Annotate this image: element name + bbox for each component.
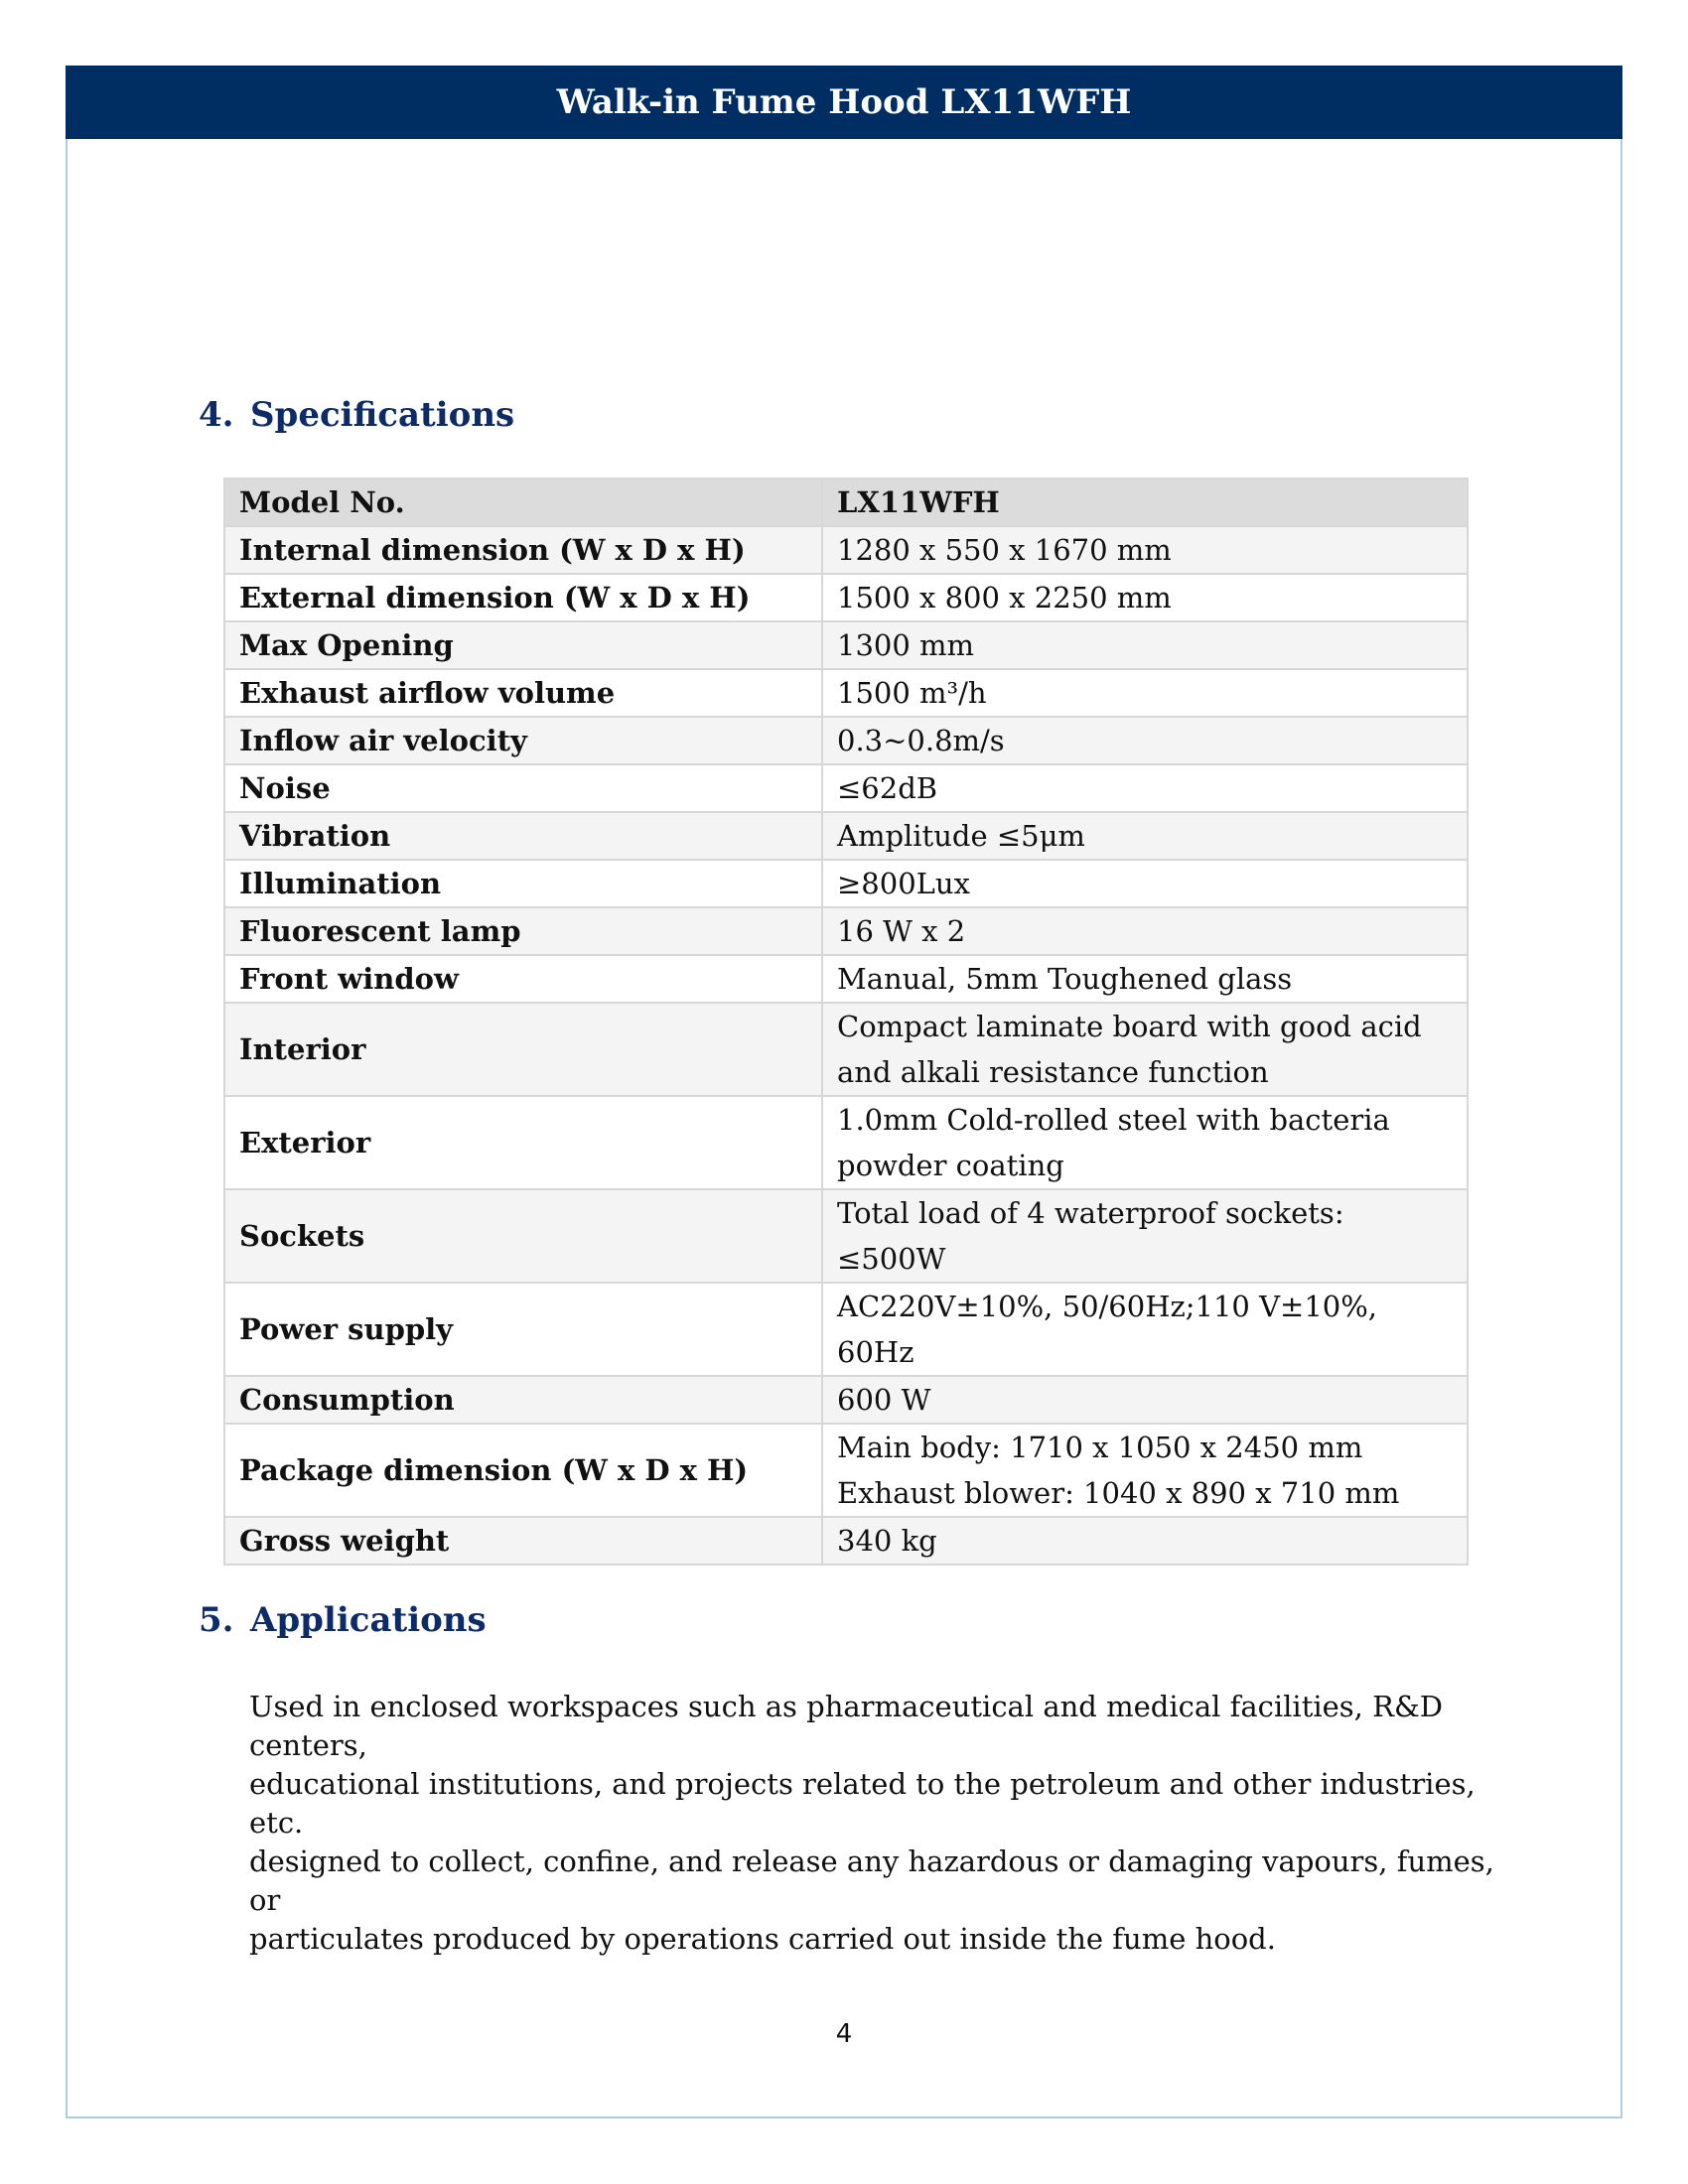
spec-value-cell — [822, 860, 1468, 907]
table-row — [224, 1517, 1468, 1565]
table-row — [224, 764, 1468, 812]
spec-label-cell: Package dimension (W x D x H) — [224, 1424, 822, 1517]
spec-value-cell — [822, 1003, 1468, 1096]
page-header-banner — [66, 66, 1622, 139]
spec-label-cell: Sockets — [224, 1189, 822, 1283]
page-number: 4 — [835, 2019, 853, 2049]
table-row — [224, 1283, 1468, 1376]
paragraph-line: designed to collect, confine, and release any hazardous or damaging vapours, fumes, or — [249, 1844, 1494, 1917]
spec-label-cell: Illumination — [224, 860, 822, 907]
spec-value-cell — [822, 669, 1468, 717]
spec-label-cell: Fluorescent lamp — [224, 907, 822, 955]
spec-value-line: 1.0mm Cold-rolled steel with bacteria — [837, 1103, 1390, 1137]
spec-value-line: Main body: 1710 x 1050 x 2450 mm — [837, 1431, 1363, 1464]
spec-value-line: Amplitude ≤5μm — [837, 819, 1085, 853]
table-row — [224, 1189, 1468, 1283]
table-row — [224, 621, 1468, 669]
spec-label-cell: External dimension (W x D x H) — [224, 574, 822, 621]
spec-label-cell: Gross weight — [224, 1517, 822, 1565]
document-title: Walk-in Fume Hood LX11WFH — [556, 82, 1132, 122]
spec-value-line: 1500 x 800 x 2250 mm — [837, 581, 1172, 614]
specifications-heading — [199, 395, 514, 435]
spec-value-line: Exhaust blower: 1040 x 890 x 710 mm — [837, 1476, 1400, 1510]
specifications-table — [223, 478, 1469, 1566]
section-title: Specifications — [250, 395, 515, 435]
paragraph-line: particulates produced by operations carried out inside the fume hood. — [249, 1922, 1276, 1956]
table-row — [224, 1003, 1468, 1096]
table-row — [224, 526, 1468, 574]
spec-value-cell — [822, 621, 1468, 669]
spec-value-line: 1300 mm — [837, 628, 975, 662]
spec-value-line: ≤62dB — [837, 771, 938, 805]
spec-value-cell — [822, 907, 1468, 955]
spec-value-line: powder coating — [837, 1149, 1064, 1182]
spec-value-cell — [822, 1376, 1468, 1424]
table-row — [224, 955, 1468, 1003]
spec-value-cell — [822, 574, 1468, 621]
table-row — [224, 1424, 1468, 1517]
paragraph-line: Used in enclosed workspaces such as pharmaceutical and medical facilities, R&D centers, — [249, 1690, 1444, 1762]
table-row — [224, 812, 1468, 860]
spec-label-cell: Front window — [224, 955, 822, 1003]
table-row — [224, 1376, 1468, 1424]
spec-value-line: Compact laminate board with good acid — [837, 1010, 1422, 1043]
spec-label-cell: Inflow air velocity — [224, 717, 822, 764]
spec-value-cell — [822, 1517, 1468, 1565]
spec-value-cell — [822, 764, 1468, 812]
spec-value-line: AC220V±10%, 50/60Hz;110 V±10%, 60Hz — [837, 1290, 1378, 1369]
header-label-cell: Model No. — [224, 478, 822, 526]
section-number: 4. — [199, 395, 234, 435]
spec-label-cell: Vibration — [224, 812, 822, 860]
spec-value-line: 1500 m³/h — [837, 676, 987, 710]
spec-value-line: 1280 x 550 x 1670 mm — [837, 533, 1172, 567]
spec-label-cell: Interior — [224, 1003, 822, 1096]
spec-value-line: Manual, 5mm Toughened glass — [837, 962, 1293, 996]
spec-value-line: 0.3~0.8m/s — [837, 724, 1005, 757]
spec-value-cell — [822, 717, 1468, 764]
section-title: Applications — [250, 1600, 487, 1640]
spec-value-cell — [822, 812, 1468, 860]
spec-value-cell — [822, 526, 1468, 574]
spec-value-cell — [822, 955, 1468, 1003]
spec-label-cell: Internal dimension (W x D x H) — [224, 526, 822, 574]
spec-value-cell — [822, 1283, 1468, 1376]
spec-value-line: ≥800Lux — [837, 867, 970, 900]
table-row — [224, 717, 1468, 764]
spec-label-cell: Noise — [224, 764, 822, 812]
table-row — [224, 669, 1468, 717]
table-header-row — [224, 478, 1468, 526]
spec-value-cell — [822, 1096, 1468, 1189]
spec-value-line: 340 kg — [837, 1524, 937, 1558]
table-row — [224, 907, 1468, 955]
section-number: 5. — [199, 1600, 234, 1640]
paragraph-line: educational institutions, and projects related to the petroleum and other industries, etc. — [249, 1767, 1476, 1840]
spec-label-cell: Max Opening — [224, 621, 822, 669]
spec-label-cell: Consumption — [224, 1376, 822, 1424]
applications-paragraph — [249, 1688, 1510, 1959]
spec-label-cell: Exterior — [224, 1096, 822, 1189]
table-row — [224, 574, 1468, 621]
table-row — [224, 1096, 1468, 1189]
spec-value-line: Total load of 4 waterproof sockets: ≤500W — [837, 1196, 1344, 1276]
applications-heading — [199, 1600, 487, 1640]
spec-value-cell — [822, 1424, 1468, 1517]
spec-value-line: 16 W x 2 — [837, 914, 966, 948]
spec-label-cell: Exhaust airflow volume — [224, 669, 822, 717]
header-value-cell: LX11WFH — [822, 478, 1468, 526]
table-row — [224, 860, 1468, 907]
spec-value-line: 600 W — [837, 1383, 931, 1417]
spec-value-line: and alkali resistance function — [837, 1055, 1269, 1089]
spec-label-cell: Power supply — [224, 1283, 822, 1376]
spec-value-cell — [822, 1189, 1468, 1283]
